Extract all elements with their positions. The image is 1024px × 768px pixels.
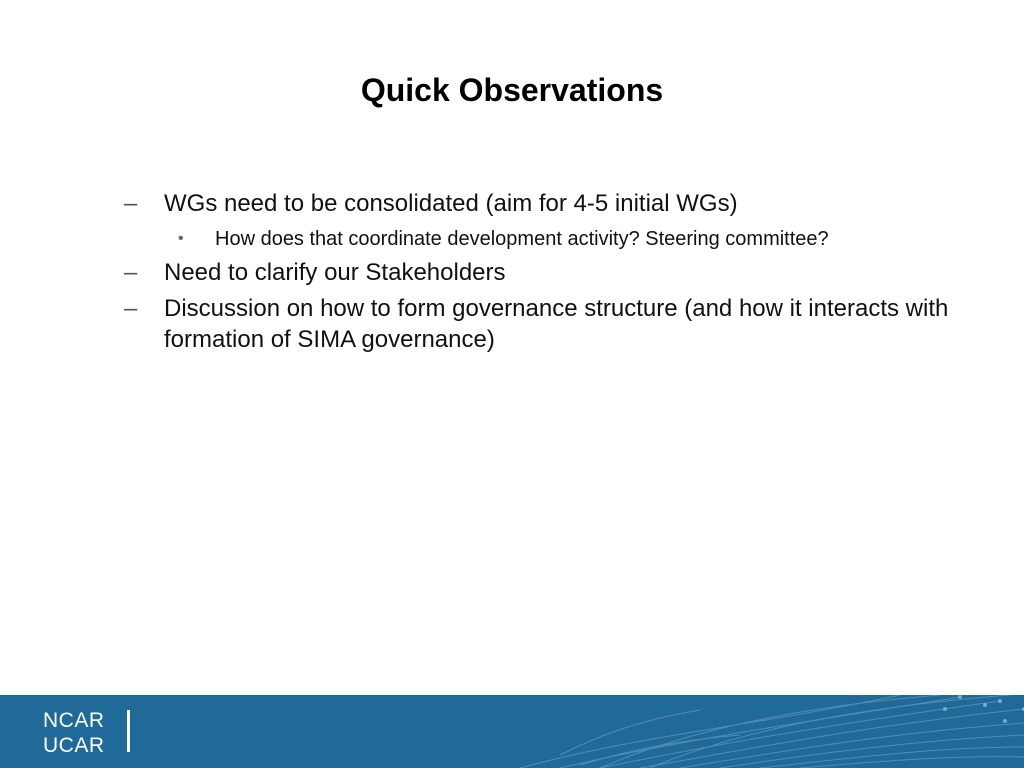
sub-bullet-text: How does that coordinate development activity? Steering committee?	[215, 228, 829, 250]
logo-line-ucar: UCAR	[43, 734, 105, 757]
bullet-text: Discussion on how to form governance structure (and how it interacts with formation of SIMA governance)	[164, 295, 949, 353]
logo-line-ncar: NCAR	[43, 709, 105, 732]
footer-band	[0, 695, 1024, 768]
dash-marker: –	[124, 259, 138, 286]
ncar-ucar-logo	[43, 708, 105, 758]
dash-marker: –	[124, 190, 138, 217]
wave-pattern	[0, 695, 1024, 768]
logo-divider	[127, 710, 130, 752]
bullet-text: Need to clarify our Stakeholders	[164, 259, 506, 286]
dot-marker: •	[178, 230, 184, 247]
slide-title: Quick Observations	[360, 72, 664, 108]
bullet-text: WGs need to be consolidated (aim for 4-5 initial WGs)	[164, 190, 738, 217]
dash-marker: –	[124, 295, 138, 322]
